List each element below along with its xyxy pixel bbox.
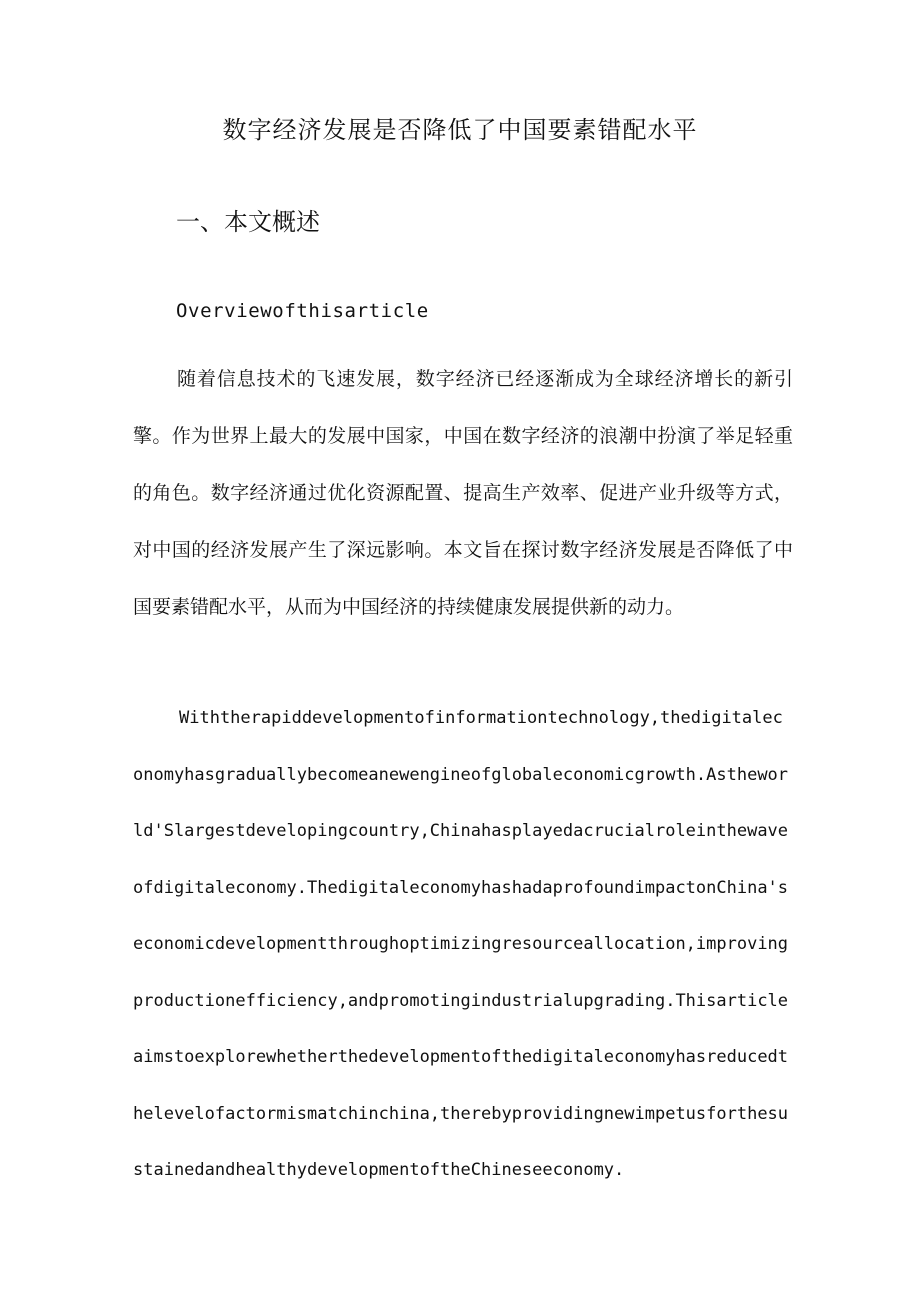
english-overview-paragraph: Withtherapiddevelopmentofinformationtechnology,thedigitaleconomyhasgraduallybecomeanewengineofglobaleconomicgrowth.Astheworld'Slargestdevelopingcountry,Chinahasplayedacrucialroleinthewaveofdigitaleconomy.ThedigitaleconomyhashadaprofoundimpactonChina'seconomicdevelopmentthroughoptimizingresourceallocation,improvingproductionefficiency,andpromotingindustrialupgrading.Thisarticleaimstoexplorewhetherthedevelopmentofthedigitaleconomyhasreducedthelevelofactormismatchinchina,therebyprovidingnewimpetusforthesustainedandhealthydevelopmentoftheChineseeconomy. <box>133 708 789 1180</box>
document-title: 数字经济发展是否降低了中国要素错配水平 <box>222 116 698 144</box>
section-heading: 一、本文概述 <box>176 208 320 236</box>
chinese-overview-paragraph: 随着信息技术的飞速发展，数字经济已经逐渐成为全球经济增长的新引擎。作为世界上最大的发展中国家，中国在数字经济的浪潮中扮演了举足轻重的角色。数字经济通过优化资源配置、提高生产效率、促进产业升级等方式，对中国的经济发展产生了深远影响。本文旨在探讨数字经济发展是否降低了中国要素错配水平，从而为中国经济的持续健康发展提供新的动力。 <box>133 368 793 618</box>
english-section-heading: Overviewofthisarticle <box>176 300 429 322</box>
